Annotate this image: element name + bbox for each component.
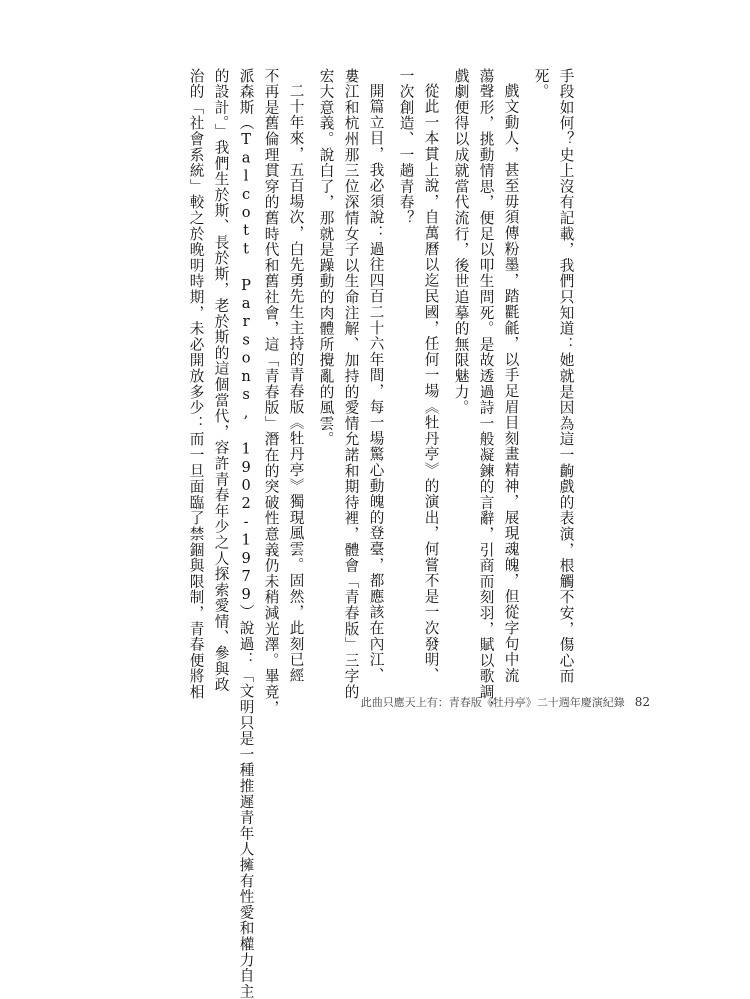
- text-column-8: 開篇立目，我必須說：過往四百二十六年間，每一場驚心動魄的登臺，都應該在內江、: [367, 83, 385, 684]
- text-column-13: 派森斯（Talcott Parsons, 1902-1979）說過：「文明只是一種推遲青年人擁有性愛和權力自主: [237, 68, 255, 999]
- text-column-11: 二十年來，五百場次，白先勇先生主持的青春版《牡丹亭》獨現風雲。固然，此刻已經: [287, 83, 305, 684]
- text-column-9: 婁江和杭州那三位深情女子以生命注解、加持的愛情允諾和期待裡，體會「青春版」三字的: [342, 68, 360, 700]
- page-number: 82: [634, 695, 650, 709]
- text-column-7: 一次創造、一趟青春？: [397, 68, 415, 226]
- text-column-10: 宏大意義。說白了，那就是躁動的肉體所攪亂的風雲。: [317, 68, 335, 448]
- text-column-14: 的設計。」我們生於斯、長於斯，老於斯的這個當代，容許青春年少之人探索愛情、參與政: [212, 68, 230, 693]
- text-column-5: 戲劇便得以成就當代流行，後世追摹的無限魅力。: [452, 68, 470, 416]
- text-column-3: 戲文動人，甚至毋須傳粉墨，踏氍毹，以手足眉目刻畫精神，展現魂魄，但從字句中流: [502, 83, 520, 684]
- text-column-2: 死。: [532, 68, 550, 100]
- page-footer: [250, 694, 650, 710]
- text-column-4: 蕩聲形，挑動情思，便足以叩生問死。是故透過詩一般凝鍊的言辭，引商而刻羽，賦以歌調，: [477, 68, 495, 716]
- text-column-6: 從此一本貫上說，自萬曆以迄民國，任何一場《牡丹亭》的演出，何嘗不是一次發明、: [422, 83, 440, 684]
- running-title: 此曲只應天上有：青春版《牡丹亭》二十週年慶演紀錄: [360, 696, 625, 709]
- text-column-12: 不再是舊倫理貫穿的舊時代和舊社會，這「青春版」潛在的突破性意義仍未稍減光澤。畢竟，: [262, 68, 280, 716]
- text-column-15: 治的「社會系統」較之於晚明時期，未必開放多少：而一旦面臨了禁錮與限制，青春便將相: [187, 68, 205, 700]
- text-column-1: 手段如何？史上沒有記載，我們只知道：她就是因為這一齣戲的表演，根觸不安，傷心而: [557, 68, 575, 685]
